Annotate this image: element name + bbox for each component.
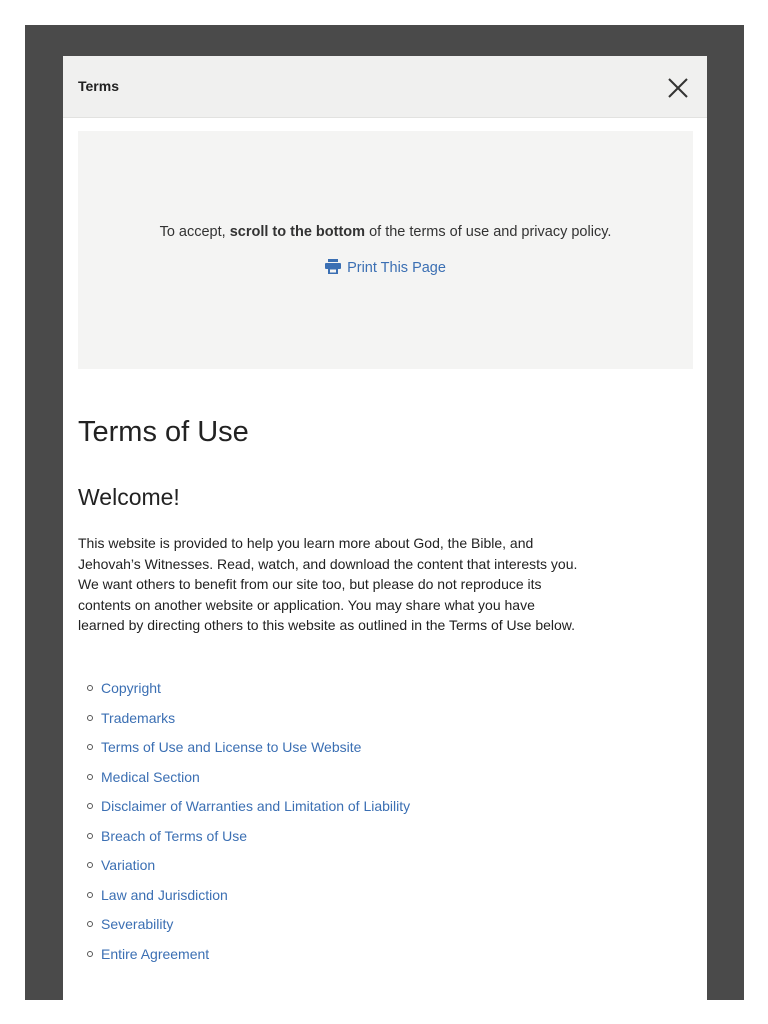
terms-modal <box>63 56 707 1000</box>
link-label: Entire Agreement <box>101 945 210 962</box>
accept-notice <box>78 131 693 369</box>
accept-prefix: To accept, <box>159 224 230 240</box>
link-label: Copyright <box>101 680 161 696</box>
link-label: Disclaimer of Warranties and Limitation of Liability <box>101 798 411 814</box>
link-label: Medical Section <box>101 768 200 785</box>
bullet-icon <box>87 921 93 927</box>
section-heading: Welcome! <box>78 484 180 510</box>
link-label: Trademarks <box>101 709 176 726</box>
modal-header <box>63 56 707 118</box>
section-link-disclaimer[interactable] <box>78 796 410 826</box>
accept-bold: scroll to the bottom <box>229 224 366 240</box>
page-title: Terms of Use <box>78 416 249 448</box>
section-links <box>78 678 410 973</box>
modal-title: Terms <box>78 78 119 94</box>
link-label: Severability <box>101 916 174 932</box>
bullet-icon <box>87 744 93 750</box>
section-link-copyright[interactable] <box>78 678 410 708</box>
section-link-entire-agreement[interactable] <box>78 944 410 974</box>
bullet-icon <box>87 774 93 780</box>
section-link-law[interactable] <box>78 885 410 915</box>
bullet-icon <box>87 892 93 898</box>
bullet-icon <box>87 833 93 839</box>
bullet-icon <box>87 951 93 957</box>
bullet-icon <box>87 803 93 809</box>
bullet-icon <box>87 685 93 691</box>
section-link-medical[interactable] <box>78 767 410 797</box>
link-label: Law and Jurisdiction <box>101 886 228 903</box>
section-link-trademarks[interactable] <box>78 708 410 738</box>
printer-icon <box>325 259 341 274</box>
section-link-severability[interactable] <box>78 914 410 944</box>
bullet-icon <box>87 715 93 721</box>
print-page-label: Print This Page <box>347 260 446 276</box>
accept-instruction <box>78 224 693 240</box>
section-link-breach[interactable] <box>78 826 410 856</box>
section-link-variation[interactable] <box>78 855 410 885</box>
link-label: Variation <box>101 857 156 873</box>
close-icon <box>663 73 693 103</box>
bullet-icon <box>87 862 93 868</box>
link-label: Terms of Use and License to Use Website <box>101 739 362 755</box>
close-button[interactable] <box>663 73 693 103</box>
link-label: Breach of Terms of Use <box>101 827 248 844</box>
print-page-link[interactable] <box>78 259 693 276</box>
intro-paragraph: This website is provided to help you learn more about God, the Bible, and Jehovah’s Witnesses. Read, watch, and download the content that interests you. We want others to benefit from our site too, but please do not reproduce its contents on another website or application. You may share what you have learned by directing others to this website as outlined in the Terms of Use below. <box>78 535 578 633</box>
accept-suffix: of the terms of use and privacy policy. <box>365 224 612 240</box>
section-link-terms-license[interactable] <box>78 737 410 767</box>
